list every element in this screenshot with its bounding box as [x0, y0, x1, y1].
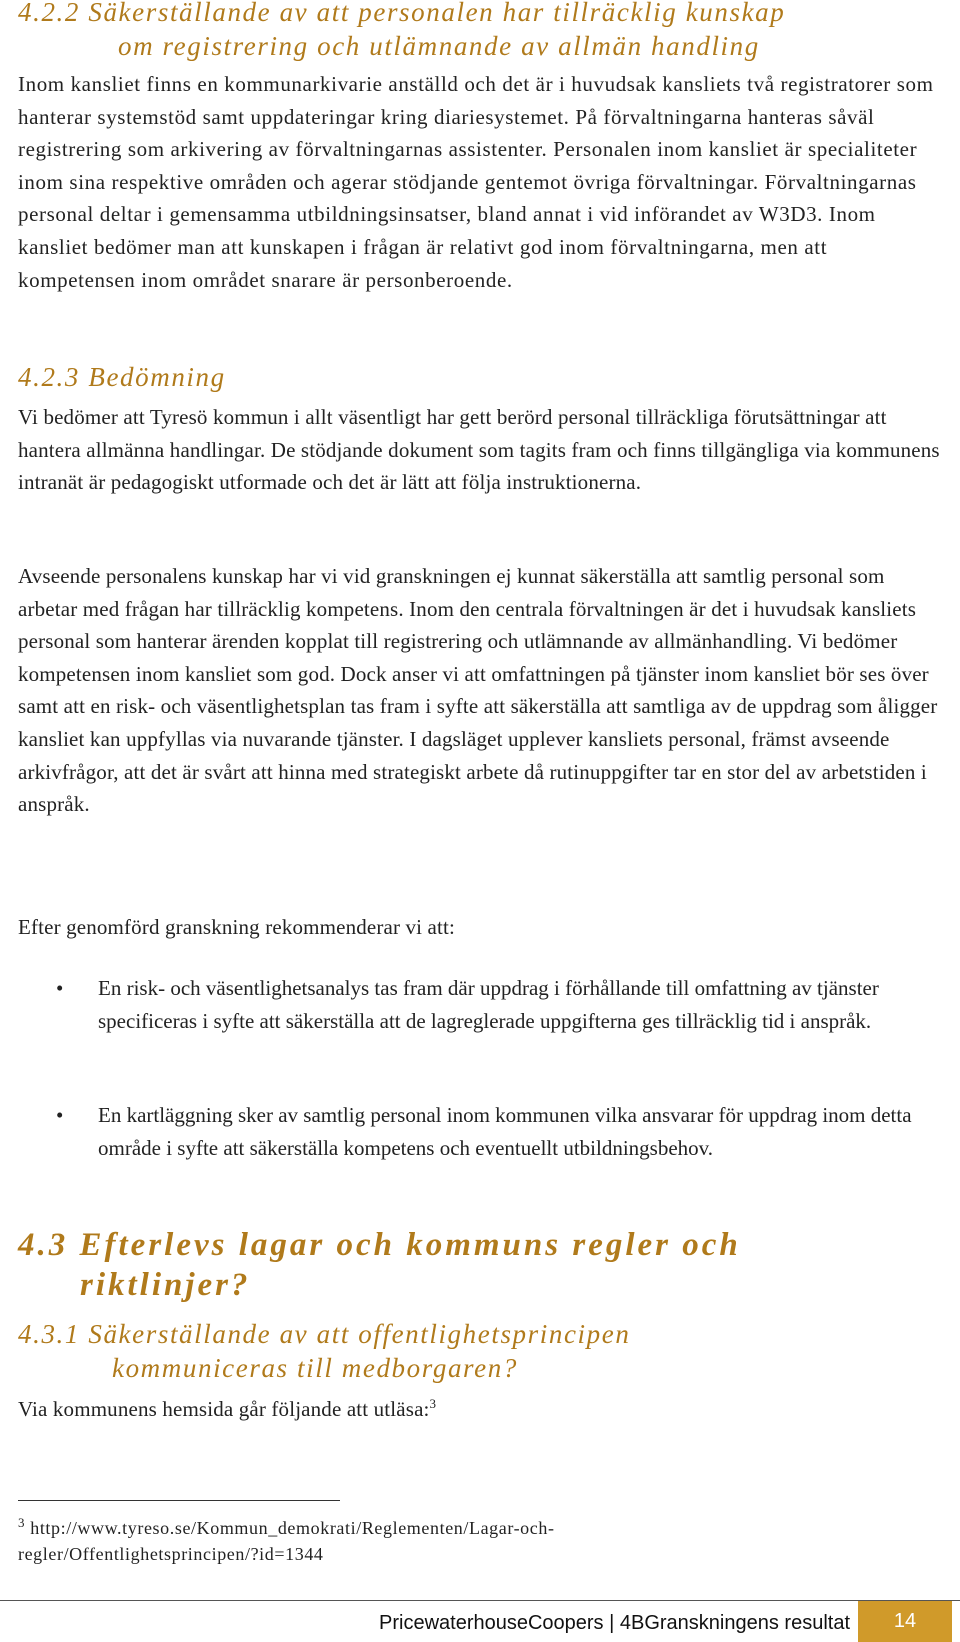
recommendation-bullet-text: En kartläggning sker av samtlig personal inom kommunen vilka ansvarar för uppdrag inom detta område i syfte att säkerställa kompetens och eventuellt utbildningsbehov.: [98, 1103, 912, 1160]
footnote-link-line1[interactable]: http://www.tyreso.se/Kommun_demokrati/Reglementen/Lagar-och-: [30, 1518, 555, 1538]
heading-4-3: [18, 1225, 741, 1305]
heading-4-2-2: [18, 0, 785, 63]
footnote-reference[interactable]: 3: [429, 1396, 437, 1411]
recommendation-bullet: [18, 972, 948, 1037]
heading-4-2-3-title: Bedömning: [88, 362, 226, 392]
heading-4-2-2-number: 4.2.2: [18, 0, 80, 27]
footer-text: PricewaterhouseCoopers | 4BGranskningens resultat: [379, 1612, 850, 1634]
paragraph-4-2-3-recommendation-intro: Efter genomförd granskning rekommenderar vi att:: [18, 915, 455, 939]
heading-4-3-number: 4.3: [18, 1227, 69, 1263]
footnote-divider: [18, 1500, 340, 1501]
footnote-marker: 3: [18, 1515, 26, 1530]
heading-4-3-title-line2: riktlinjer?: [80, 1267, 251, 1303]
footnote: [18, 1510, 938, 1567]
page-number-badge: 14: [858, 1601, 952, 1642]
heading-4-3-1-title-line1: Säkerställande av att offentlighetsprincipen: [88, 1319, 631, 1349]
heading-4-2-2-title-line1: Säkerställande av att personalen har tillräcklig kunskap: [88, 0, 786, 27]
paragraph-4-2-2: Inom kansliet finns en kommunarkivarie anställd och det är i huvudsak kansliets två registratorer som hanterar systemstöd samt uppdateringar kring diariesystemet. På förvaltningarna hanteras såväl registrering som arkivering av förvaltningarnas assistenter. Personalen inom kansliet är specialiteter inom sina respektive områden och agerar stödjande gentemot övriga förvaltningar. Förvaltningarnas personal deltar i gemensamma utbildningsinsatser, bland annat i vid införandet av W3D3. Inom kansliet bedömer man att kunskapen i frågan är relativt god inom förvaltningarna, men att kompetensen inom området snarare är personberoende.: [18, 72, 934, 292]
heading-4-2-2-title-line2: om registrering och utlämnande av allmän handling: [118, 31, 760, 61]
footer-divider: [0, 1600, 960, 1601]
heading-4-2-3-number: 4.2.3: [18, 362, 80, 392]
heading-4-3-title-line1: Efterlevs lagar och kommuns regler och: [79, 1227, 741, 1263]
heading-4-2-3: [18, 360, 226, 394]
footnote-link-line2[interactable]: regler/Offentlighetsprincipen/?id=1344: [18, 1544, 324, 1564]
heading-4-3-1: [18, 1317, 630, 1385]
bullet-dot-icon: •: [56, 1103, 64, 1127]
paragraph-4-3-1: [18, 1393, 948, 1426]
recommendation-bullet-text: En risk- och väsentlighetsanalys tas fram där uppdrag i förhållande till omfattning av tjänster specificeras i syfte att säkerställa att de lagreglerade uppgifterna ges tillräcklig tid i anspråk.: [98, 976, 879, 1033]
heading-4-3-1-title-line2: kommuniceras till medborgaren?: [112, 1353, 518, 1383]
recommendation-bullet: [18, 1099, 948, 1164]
paragraph-4-3-1-text: Via kommunens hemsida går följande att utläsa:: [18, 1397, 430, 1421]
bullet-dot-icon: •: [56, 976, 64, 1000]
paragraph-4-2-3-competence: Avseende personalens kunskap har vi vid granskningen ej kunnat säkerställa att samtlig personal som arbetar med frågan har tillräcklig kompetens. Inom den centrala förvaltningen är det i huvudsak kansliets personal som hanterar ärenden kopplat till registrering och utlämnande av allmänhandling. Vi bedömer kompetensen inom kansliet som god. Dock anser vi att omfattningen på tjänster inom kansliet bör ses över samt att en risk- och väsentlighetsplan tas fram i syfte att säkerställa att samtliga av de uppdrag som åligger kansliet kan uppfyllas via nuvarande tjänster. I dagsläget upplever kansliets personal, främst avseende arkivfrågor, att det är svårt att hinna med strategiskt arbete då rutinuppgifter tar en stor del av arbetstiden i anspråk.: [18, 564, 938, 817]
heading-4-3-1-number: 4.3.1: [18, 1319, 80, 1349]
paragraph-4-2-3-assessment: Vi bedömer att Tyresö kommun i allt väsentligt har gett berörd personal tillräckliga förutsättningar att hantera allmänna handlingar. De stödjande dokument som tagits fram och finns tillgängliga via kommunens intranät är pedagogiskt utformade och det är lätt att följa instruktionerna.: [18, 405, 940, 495]
